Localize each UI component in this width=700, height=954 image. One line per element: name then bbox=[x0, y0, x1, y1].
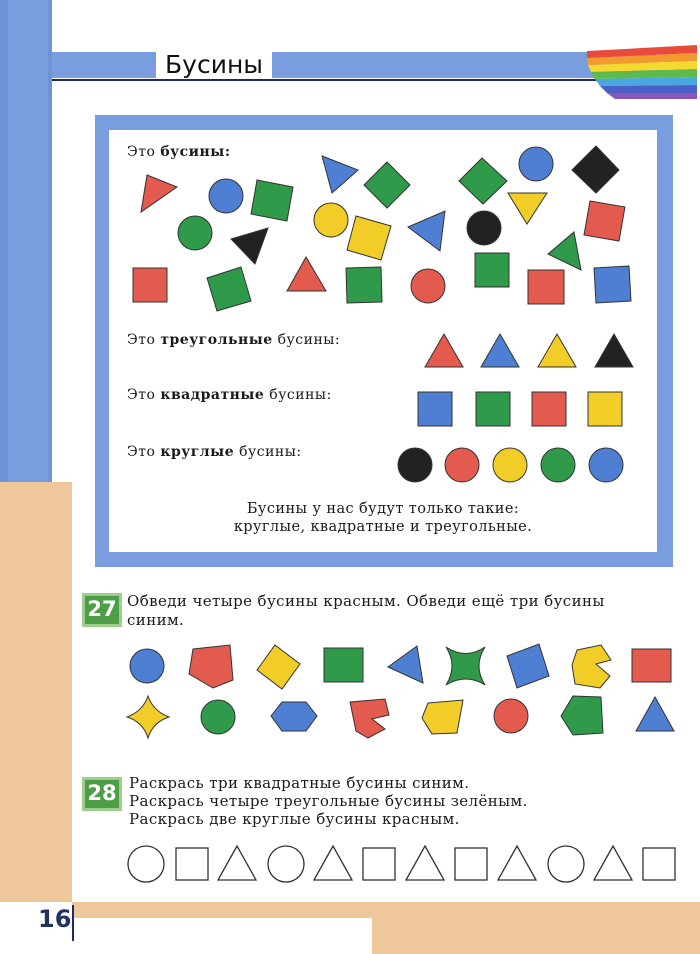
outline-circle-bead bbox=[268, 846, 304, 882]
task-28-number: 28 bbox=[82, 777, 122, 811]
green-circle-bead bbox=[178, 216, 212, 250]
yellow-circle-bead bbox=[493, 448, 527, 482]
outline-square-bead bbox=[643, 848, 675, 880]
red-square-bead bbox=[532, 392, 566, 426]
round-caption-word: круглые bbox=[160, 444, 235, 460]
outline-triangle-bead bbox=[406, 846, 444, 880]
black-square-bead bbox=[572, 146, 619, 193]
red-triangle-bead bbox=[287, 257, 326, 291]
outline-triangle-bead bbox=[498, 846, 536, 880]
outline-square-bead bbox=[176, 848, 208, 880]
yellow-triangle-bead bbox=[538, 334, 576, 367]
triangular-caption-suffix: бусины: bbox=[277, 332, 341, 348]
beads-caption-prefix: Это bbox=[127, 144, 156, 160]
yellow-star-bead bbox=[127, 696, 169, 738]
green-square-bead bbox=[207, 267, 251, 311]
blue-circle-bead bbox=[589, 448, 623, 482]
red-notched-bead bbox=[350, 699, 389, 738]
yellow-square-bead bbox=[257, 645, 300, 689]
blue-circle-bead bbox=[209, 179, 243, 213]
red-circle-bead bbox=[411, 269, 445, 303]
task-28-line-1: Раскрась три квадратные бусины синим. bbox=[129, 774, 470, 792]
page-title: Бусины bbox=[165, 50, 264, 79]
outline-triangle-bead bbox=[218, 846, 256, 880]
red-triangle-bead bbox=[141, 175, 177, 212]
black-triangle-bead bbox=[231, 228, 268, 264]
blue-triangle-bead bbox=[481, 334, 519, 367]
outline-circle-bead bbox=[548, 846, 584, 882]
blue-hexagon-bead bbox=[271, 702, 317, 731]
yellow-square-bead bbox=[588, 392, 622, 426]
outline-circle-bead bbox=[128, 846, 164, 882]
summary-line-2: круглые, квадратные и треугольные. bbox=[233, 519, 533, 535]
square-caption-prefix: Это bbox=[127, 387, 156, 403]
task-27-line-2: синим. bbox=[127, 611, 185, 629]
red-triangle-bead bbox=[425, 334, 463, 367]
red-square-bead bbox=[632, 649, 671, 682]
green-circle-bead bbox=[201, 700, 235, 734]
square-caption-word: квадратные bbox=[160, 387, 265, 403]
square-caption-suffix: бусины: bbox=[269, 387, 332, 403]
blue-triangle-bead bbox=[636, 697, 674, 731]
yellow-triangle-bead bbox=[508, 193, 547, 224]
red-circle-bead bbox=[445, 448, 479, 482]
red-circle-bead bbox=[494, 699, 528, 733]
task-27-line-1: Обведи четыре бусины красным. Обведи ещё три бусины bbox=[127, 592, 605, 610]
red-pentagon-bead bbox=[189, 645, 233, 688]
round-caption-suffix: бусины: bbox=[239, 444, 302, 460]
outline-square-bead bbox=[363, 848, 395, 880]
task-28-line-2: Раскрась четыре треугольные бусины зелёным. bbox=[129, 792, 528, 810]
green-square-bead bbox=[364, 162, 410, 208]
blue-square-bead bbox=[507, 644, 549, 688]
task-27-number: 27 bbox=[82, 593, 122, 627]
green-square-bead bbox=[346, 267, 382, 303]
green-triangle-bead bbox=[548, 232, 581, 270]
beads-caption-word: бусины: bbox=[160, 144, 231, 160]
green-square-bead bbox=[475, 253, 509, 287]
green-pentagon-bead bbox=[561, 696, 603, 735]
green-star-bead bbox=[446, 647, 485, 685]
green-square-bead bbox=[251, 180, 293, 221]
black-circle-bead bbox=[398, 448, 432, 482]
yellow-pentagon-bead bbox=[422, 700, 463, 734]
round-caption-prefix: Это bbox=[127, 444, 156, 460]
task-28-line-3: Раскрась две круглые бусины красным. bbox=[129, 810, 460, 828]
page-number: 16 bbox=[38, 905, 72, 933]
yellow-square-bead bbox=[347, 216, 391, 260]
blue-triangle-bead bbox=[322, 156, 358, 193]
black-circle-bead bbox=[467, 211, 501, 245]
green-square-bead bbox=[324, 648, 363, 682]
outline-triangle-bead bbox=[594, 846, 632, 880]
blue-square-bead bbox=[594, 266, 631, 303]
black-triangle-bead bbox=[595, 334, 633, 367]
outline-triangle-bead bbox=[314, 846, 352, 880]
red-square-bead bbox=[528, 270, 564, 304]
blue-circle-bead bbox=[130, 649, 164, 683]
blue-square-bead bbox=[418, 392, 452, 426]
yellow-notched-bead bbox=[572, 645, 611, 688]
blue-triangle-bead bbox=[388, 646, 423, 683]
blue-triangle-bead bbox=[408, 211, 445, 251]
summary-line-1: Бусины у нас будут только такие: bbox=[246, 501, 520, 517]
red-square-bead bbox=[584, 201, 625, 241]
green-circle-bead bbox=[541, 448, 575, 482]
red-square-bead bbox=[133, 268, 167, 302]
yellow-circle-bead bbox=[314, 203, 348, 237]
triangular-caption-prefix: Это bbox=[127, 332, 156, 348]
blue-circle-bead bbox=[519, 147, 553, 181]
triangular-caption-word: треугольные bbox=[160, 332, 273, 348]
outline-square-bead bbox=[455, 848, 487, 880]
green-square-bead bbox=[476, 392, 510, 426]
green-square-bead bbox=[459, 158, 507, 204]
